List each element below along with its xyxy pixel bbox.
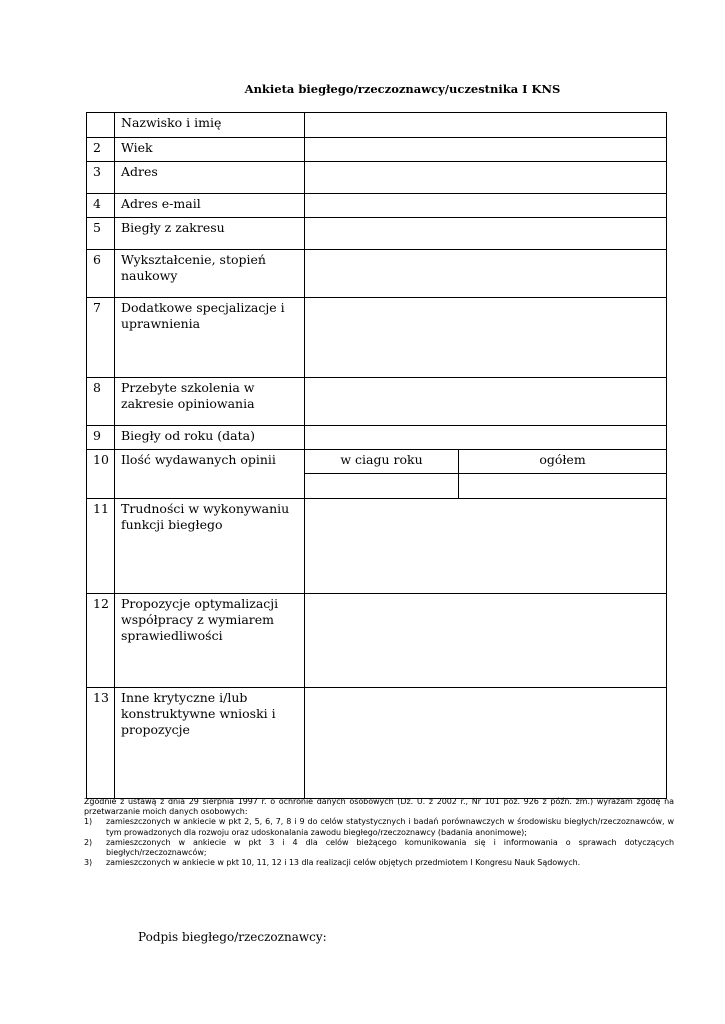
column-header-per-year: w ciagu roku <box>305 450 459 474</box>
row-number: 4 <box>87 194 115 218</box>
table-row <box>87 298 667 378</box>
row-number: 10 <box>87 450 115 499</box>
row-label-name: Nazwisko i imię <box>115 113 305 138</box>
table-row <box>87 499 667 594</box>
answer-field-cooperation-proposals[interactable] <box>305 594 667 688</box>
table-row <box>87 426 667 450</box>
answer-field-expert-since[interactable] <box>305 426 667 450</box>
consent-item-marker: 1) <box>84 817 93 827</box>
row-number: 5 <box>87 218 115 250</box>
row-label-trainings: Przebyte szkolenia w zakresie opiniowania <box>115 378 305 426</box>
answer-field-education[interactable] <box>305 250 667 298</box>
row-number: 11 <box>87 499 115 594</box>
row-label-cooperation-proposals: Propozycje optymalizacji współpracy z wymiarem sprawiedliwości <box>115 594 305 688</box>
answer-field-specializations[interactable] <box>305 298 667 378</box>
answer-field-address[interactable] <box>305 162 667 194</box>
row-label-education: Wykształcenie, stopień naukowy <box>115 250 305 298</box>
answer-field-expert-field[interactable] <box>305 218 667 250</box>
answer-field-opinions-total[interactable] <box>459 474 667 499</box>
table-row <box>87 162 667 194</box>
table-row <box>87 688 667 799</box>
table-row <box>87 378 667 426</box>
signature-label: Podpis biegłego/rzeczoznawcy: <box>138 930 327 944</box>
row-label-expert-field: Biegły z zakresu <box>115 218 305 250</box>
row-number: 2 <box>87 138 115 162</box>
row-number <box>87 113 115 138</box>
row-label-email: Adres e-mail <box>115 194 305 218</box>
answer-field-age[interactable] <box>305 138 667 162</box>
answer-field-other-conclusions[interactable] <box>305 688 667 799</box>
answer-field-difficulties[interactable] <box>305 499 667 594</box>
answer-field-email[interactable] <box>305 194 667 218</box>
table-row <box>87 450 667 474</box>
row-label-expert-since: Biegły od roku (data) <box>115 426 305 450</box>
survey-table <box>86 112 667 799</box>
table-row <box>87 138 667 162</box>
row-label-opinions-count: Ilość wydawanych opinii <box>115 450 305 499</box>
consent-item-text: zamieszczonych w ankiecie w pkt 3 i 4 dla celów bieżącego komunikowania się i informowania o sprawach dotyczących biegłych/rzeczoznawców; <box>106 837 674 858</box>
table-row <box>87 194 667 218</box>
consent-intro: Zgodnie z ustawą z dnia 29 sierpnia 1997 r. o ochronie danych osobowych (Dz. U. z 2002 r., Nr 101 poz. 926 z późn. zm.) wyrażam zgodę na przetwarzanie moich danych osobowych: <box>84 797 674 817</box>
table-row <box>87 594 667 688</box>
consent-item-text: zamieszczonych w ankiecie w pkt 10, 11, 12 i 13 dla realizacji celów objętych przedmiotem I Kongresu Nauk Sądowych. <box>106 858 581 868</box>
consent-item-marker: 3) <box>84 858 93 868</box>
consent-item <box>84 817 674 837</box>
data-consent-clause <box>84 797 674 868</box>
row-number: 3 <box>87 162 115 194</box>
row-number: 8 <box>87 378 115 426</box>
consent-item <box>84 858 674 868</box>
column-header-total: ogółem <box>459 450 667 474</box>
answer-field-name[interactable] <box>305 113 667 138</box>
consent-item-marker: 2) <box>84 837 93 847</box>
consent-item <box>84 838 674 858</box>
row-number: 9 <box>87 426 115 450</box>
row-label-age: Wiek <box>115 138 305 162</box>
table-row <box>87 218 667 250</box>
row-label-other-conclusions: Inne krytyczne i/lub konstruktywne wnioski i propozycje <box>115 688 305 799</box>
row-number: 6 <box>87 250 115 298</box>
row-label-difficulties: Trudności w wykonywaniu funkcji biegłego <box>115 499 305 594</box>
row-label-address: Adres <box>115 162 305 194</box>
answer-field-trainings[interactable] <box>305 378 667 426</box>
table-row <box>87 250 667 298</box>
answer-field-opinions-per-year[interactable] <box>305 474 459 499</box>
row-number: 12 <box>87 594 115 688</box>
row-number: 7 <box>87 298 115 378</box>
form-title: Ankieta biegłego/rzeczoznawcy/uczestnika I KNS <box>244 82 561 96</box>
consent-item-text: zamieszczonych w ankiecie w pkt 2, 5, 6, 7, 8 i 9 do celów statystycznych i badań porównawczych w środowisku biegłych/rzeczoznawców, w tym prowadzonych dla rozwoju oraz udoskonalania zawodu biegłego/rzeczoznawcy (badania anonimowe); <box>106 817 674 837</box>
row-label-specializations: Dodatkowe specjalizacje i uprawnienia <box>115 298 305 378</box>
row-number: 13 <box>87 688 115 799</box>
table-row <box>87 113 667 138</box>
